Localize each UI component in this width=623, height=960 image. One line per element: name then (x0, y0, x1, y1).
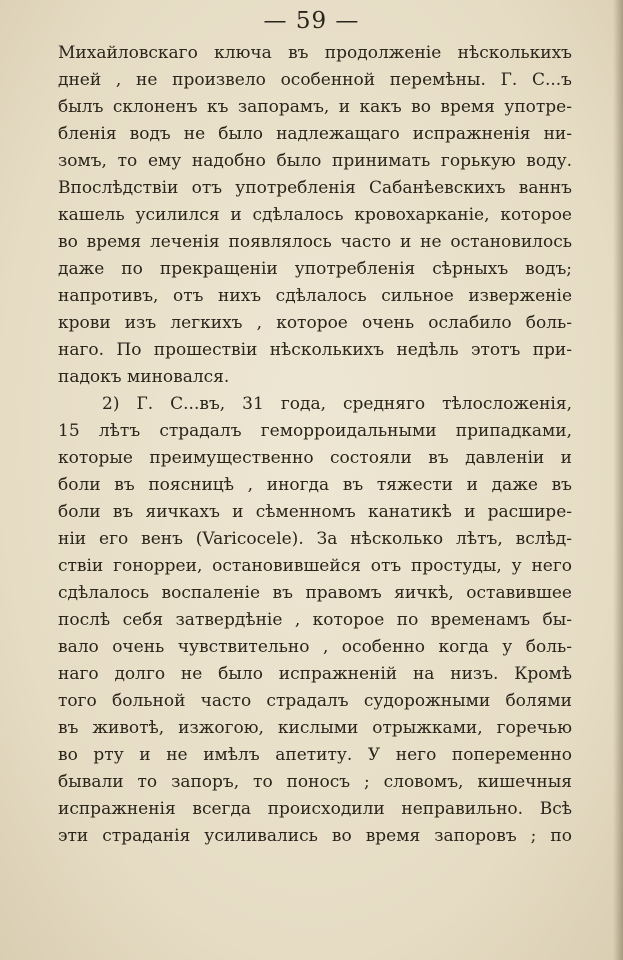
text-line: сдѣлалось воспаленіе въ правомъ яичкѣ, оставившее (58, 583, 572, 603)
text-line: вало очень чувствительно , особенно когда у боль- (58, 637, 572, 657)
text-line: Впослѣдствіи отъ употребленія Сабанѣевскихъ ваннъ (58, 178, 572, 198)
text-line: боли въ яичкахъ и сѣменномъ канатикѣ и расшире- (58, 502, 572, 522)
text-line: даже по прекращеніи употребленія сѣрныхъ водъ; (58, 259, 572, 279)
text-line: Михайловскаго ключа въ продолженіе нѣсколькихъ (58, 43, 572, 63)
text-line: зомъ, то ему надобно было принимать горькую воду. (58, 151, 572, 171)
text-line: былъ склоненъ къ запорамъ, и какъ во время употре- (58, 97, 572, 117)
text-line: наго долго не было испражненій на низъ. Кромѣ (58, 664, 572, 684)
text-line: во рту и не имѣлъ апетиту. У него попеременно (58, 745, 572, 765)
text-line: наго. По прошествіи нѣсколькихъ недѣль этотъ при- (58, 340, 572, 360)
text-line: 15 лѣтъ страдалъ геморроидальными припадками, (58, 421, 572, 441)
text-line: эти страданія усиливались во время запоровъ ; по (58, 826, 572, 846)
text-line: испражненія всегда происходили неправильно. Всѣ (58, 799, 572, 819)
text-line: крови изъ легкихъ , которое очень ослабило боль- (58, 313, 572, 333)
text-line: въ животѣ, изжогою, кислыми отрыжками, горечью (58, 718, 572, 738)
text-line: во время леченія появлялось часто и не остановилось (58, 232, 572, 252)
text-line: бленія водъ не было надлежащаго испражненія ни- (58, 124, 572, 144)
text-line: которые преимущественно состояли въ давленіи и (58, 448, 572, 468)
text-line: ніи его венъ (Varicocele). За нѣсколько лѣтъ, вслѣд- (58, 529, 572, 549)
text-line: послѣ себя затвердѣніе , которое по временамъ бы- (58, 610, 572, 630)
paragraph-start-line: 2) Г. С...въ, 31 года, средняго тѣлосложенія, (102, 394, 572, 414)
text-line: того больной часто страдалъ судорожными болями (58, 691, 572, 711)
page-edge-shadow (613, 0, 623, 960)
text-line: кашель усилился и сдѣлалось кровохарканіе, которое (58, 205, 572, 225)
body-text (58, 40, 572, 850)
page-number: — 59 — (263, 8, 360, 34)
text-line: дней , не произвело особенной перемѣны. Г. С...ъ (58, 70, 572, 90)
text-line: ствіи гонорреи, остановившейся отъ простуды, у него (58, 556, 572, 576)
text-line: напротивъ, отъ нихъ сдѣлалось сильное изверженіе (58, 286, 572, 306)
text-line: боли въ поясницѣ , иногда въ тяжести и даже въ (58, 475, 572, 495)
text-line: бывали то запоръ, то поносъ ; словомъ, кишечныя (58, 772, 572, 792)
paragraph-end-line: падокъ миновался. (58, 367, 230, 387)
